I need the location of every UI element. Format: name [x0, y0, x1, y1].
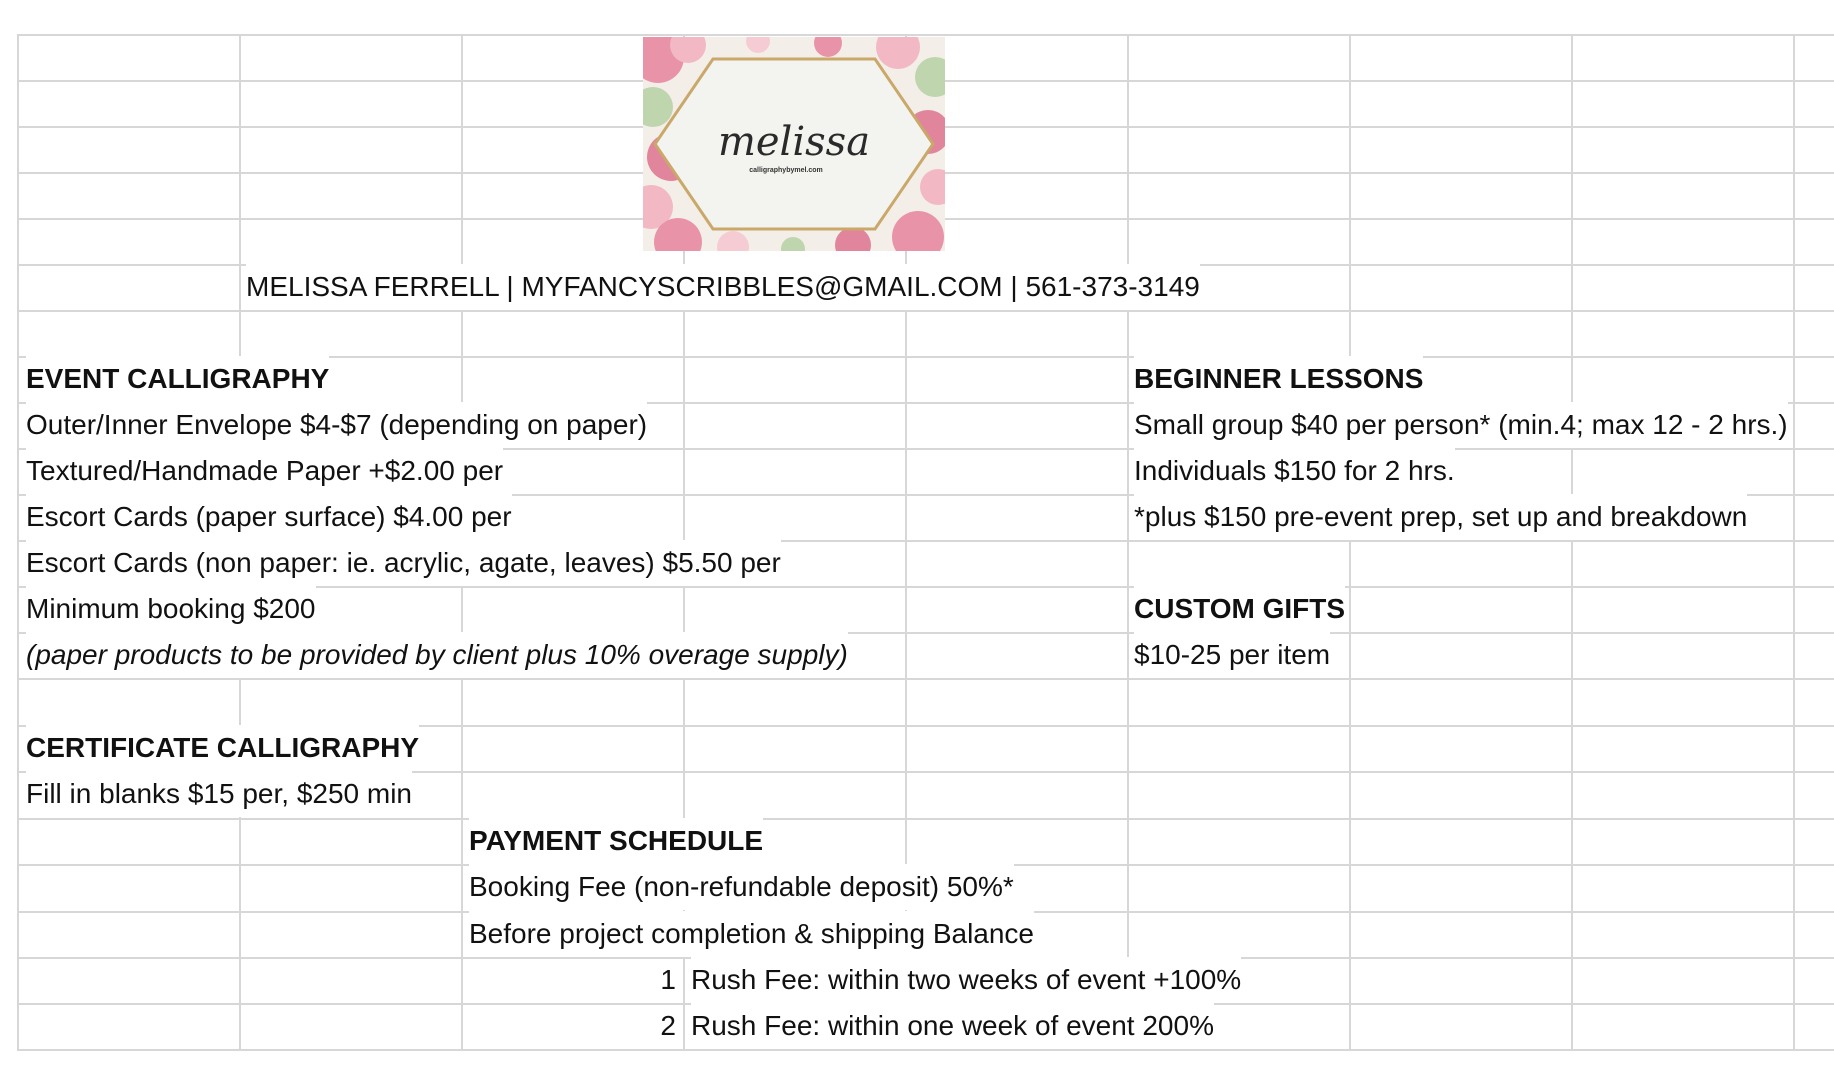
grid-row-line: [17, 678, 1834, 680]
lesson-item: Individuals $150 for 2 hrs.: [1134, 448, 1455, 494]
grid-column-line: [17, 34, 19, 1049]
grid-column-line: [1349, 34, 1351, 1049]
rush-fee-text: Rush Fee: within one week of event 200%: [691, 1003, 1214, 1049]
rush-fee-number: 1: [660, 964, 676, 995]
grid-row-line: [17, 310, 1834, 312]
logo-url-text: calligraphybymel.com: [749, 167, 823, 174]
grid-row-line: [17, 1049, 1834, 1051]
custom-gifts-price: $10-25 per item: [1134, 632, 1330, 678]
event-item: Escort Cards (non paper: ie. acrylic, agate, leaves) $5.50 per: [26, 540, 781, 586]
logo-script-text: melissa: [717, 119, 871, 165]
rush-fee-number: 2: [660, 1010, 676, 1041]
custom-gifts-heading: CUSTOM GIFTS: [1134, 586, 1345, 632]
certificate-calligraphy-heading: CERTIFICATE CALLIGRAPHY: [26, 725, 419, 771]
grid-row-line: [17, 818, 1834, 820]
beginner-lessons-heading: BEGINNER LESSONS: [1134, 356, 1423, 402]
payment-line: Before project completion & shipping Balance: [469, 911, 1034, 957]
lesson-item: Small group $40 per person* (min.4; max 12 - 2 hrs.): [1134, 402, 1788, 448]
grid-column-line: [1793, 34, 1795, 1049]
contact-line: MELISSA FERRELL | MYFANCYSCRIBBLES@GMAIL.COM | 561-373-3149: [246, 264, 1200, 310]
grid-column-line: [1571, 34, 1573, 1049]
event-item: Textured/Handmade Paper +$2.00 per: [26, 448, 503, 494]
rush-fee-text: Rush Fee: within two weeks of event +100%: [691, 957, 1241, 1003]
event-item: Escort Cards (paper surface) $4.00 per: [26, 494, 512, 540]
event-item: Outer/Inner Envelope $4-$7 (depending on paper): [26, 402, 647, 448]
event-item: Minimum booking $200: [26, 586, 316, 632]
calligraphy-logo-image: [643, 37, 945, 251]
payment-schedule-heading: PAYMENT SCHEDULE: [469, 818, 763, 864]
grid-row-line: [17, 34, 1834, 36]
grid-column-line: [1127, 34, 1129, 1049]
lesson-item: *plus $150 pre-event prep, set up and breakdown: [1134, 494, 1747, 540]
payment-line: Booking Fee (non-refundable deposit) 50%*: [469, 864, 1014, 910]
event-note: (paper products to be provided by client plus 10% overage supply): [26, 632, 848, 678]
certificate-item: Fill in blanks $15 per, $250 min: [26, 771, 412, 817]
event-calligraphy-heading: EVENT CALLIGRAPHY: [26, 356, 329, 402]
